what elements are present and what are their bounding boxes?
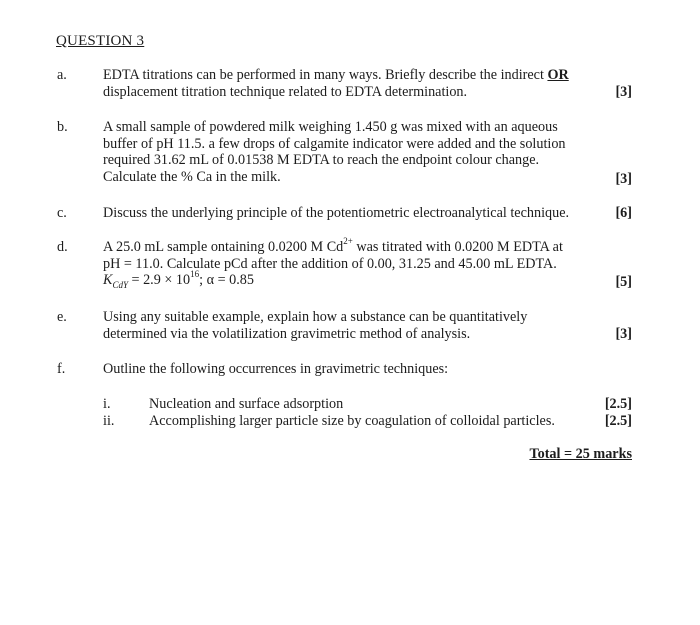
text-line	[103, 236, 623, 256]
subitem-mark: [2.5]	[604, 413, 632, 429]
charge-superscript: 2+	[343, 236, 353, 247]
text-line: pH = 11.0. Calculate pCd after the addition of 0.00, 31.25 and 45.00 mL EDTA.	[103, 255, 557, 272]
text-line: Calculate the % Ca in the milk.	[103, 168, 281, 185]
text-line: EDTA titrations can be performed in many ways. Briefly describe the indirect	[103, 67, 548, 83]
exponent-superscript: 16	[190, 269, 200, 280]
subitem-text: Accomplishing larger particle size by coagulation of colloidal particles.	[149, 413, 555, 429]
question-text	[103, 67, 623, 100]
question-label: b.	[57, 119, 68, 135]
question-text	[103, 361, 623, 378]
text-line: buffer of pH 11.5. a few drops of calgamite indicator were added and the solution	[103, 135, 566, 152]
subitem-number: i.	[103, 396, 111, 412]
text-segment: A 25.0 mL sample ontaining 0.0200 M Cd	[103, 239, 344, 255]
question-mark: [6]	[615, 205, 632, 221]
question-text	[103, 119, 623, 185]
text-line: A small sample of powdered milk weighing 1.450 g was mixed with an aqueous	[103, 119, 558, 135]
question-text	[103, 205, 643, 222]
question-label: f.	[57, 361, 66, 377]
emphasis-or: OR	[547, 67, 569, 83]
formation-constant-symbol: K	[103, 272, 113, 289]
subitem-text: Nucleation and surface adsorption	[149, 396, 344, 412]
text-line: Outline the following occurrences in gravimetric techniques:	[103, 361, 449, 377]
formation-constant-subscript: CdY	[112, 280, 128, 291]
page-title: QUESTION 3	[56, 33, 145, 49]
text-line: required 31.62 mL of 0.01538 M EDTA to reach the endpoint colour change.	[103, 152, 540, 169]
question-mark: [3]	[615, 326, 632, 342]
question-label: a.	[57, 67, 67, 83]
text-line: Discuss the underlying principle of the potentiometric electroanalytical technique.	[103, 205, 570, 221]
question-mark: [5]	[615, 274, 632, 290]
question-label: c.	[57, 205, 67, 221]
question-label: e.	[57, 309, 67, 325]
text-segment: ; α = 0.85	[199, 272, 254, 289]
text-line: determined via the volatilization gravimetric method of analysis.	[103, 325, 471, 342]
text-line	[103, 269, 623, 291]
text-line: displacement titration technique related to EDTA determination.	[103, 83, 468, 100]
subitem-mark: [2.5]	[604, 396, 632, 412]
question-mark: [3]	[615, 84, 632, 100]
question-label: d.	[57, 239, 68, 255]
text-segment: = 2.9 × 10	[127, 272, 191, 289]
text-segment: was titrated with 0.0200 M EDTA at	[352, 239, 563, 255]
question-text	[103, 309, 623, 342]
question-mark: [3]	[615, 171, 632, 187]
question-text	[103, 236, 623, 291]
subitem-number: ii.	[103, 413, 115, 429]
text-line: Using any suitable example, explain how a substance can be quantitatively	[103, 309, 528, 325]
total-marks: Total = 25 marks	[529, 446, 632, 462]
